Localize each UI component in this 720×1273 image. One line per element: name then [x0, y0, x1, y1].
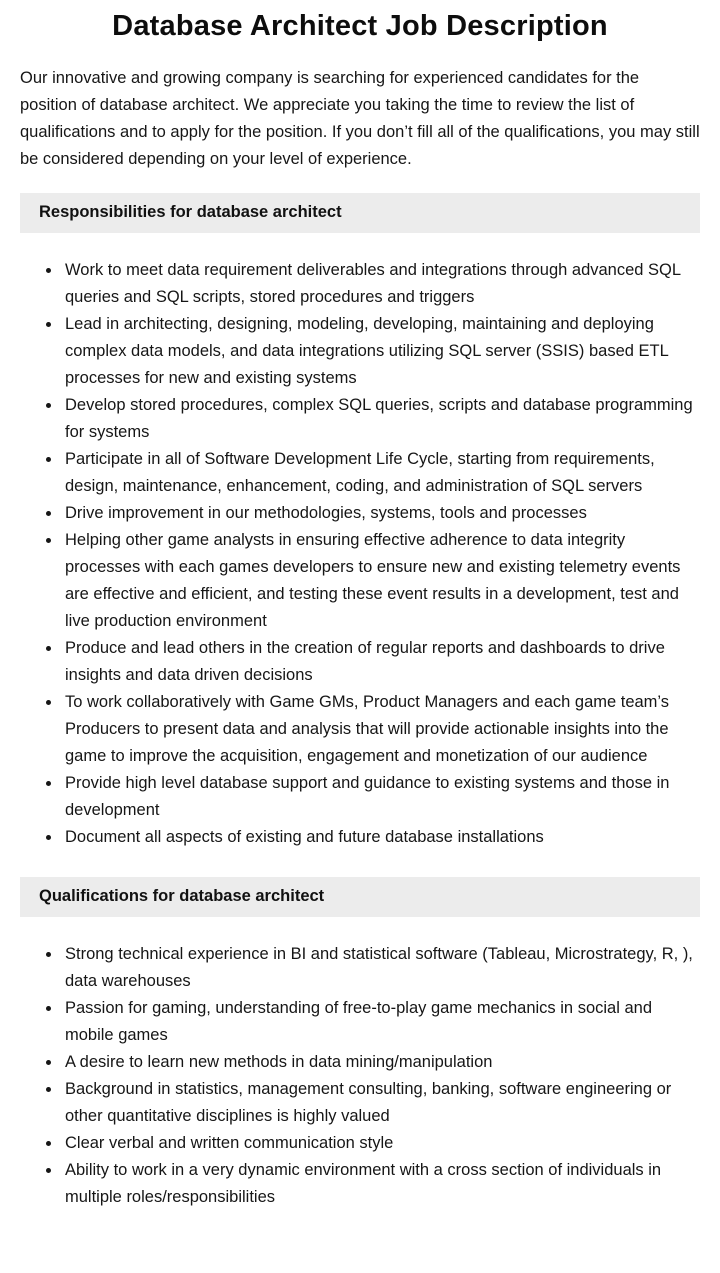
list-item: • Helping other game analysts in ensuring effective adherence to data integrity processes with each games developers to ensure new and existing telemetry events are effective and efficient, and testing these event results in a development, test and live production environment — [62, 527, 700, 635]
qualifications-list — [20, 941, 700, 1211]
qualifications-section — [20, 877, 700, 1211]
list-item: • A desire to learn new methods in data mining/manipulation — [62, 1049, 700, 1076]
list-item: • Clear verbal and written communication style — [62, 1130, 700, 1157]
list-item: • Ability to work in a very dynamic environment with a cross section of individuals in multiple roles/responsibilities — [62, 1157, 700, 1211]
list-item: • Document all aspects of existing and future database installations — [62, 824, 700, 851]
qualifications-heading: Qualifications for database architect — [20, 877, 700, 917]
list-item: • Provide high level database support and guidance to existing systems and those in development — [62, 770, 700, 824]
list-item: • Background in statistics, management consulting, banking, software engineering or other quantitative disciplines is highly valued — [62, 1076, 700, 1130]
list-item: • Produce and lead others in the creation of regular reports and dashboards to drive insights and data driven decisions — [62, 635, 700, 689]
page-title: Database Architect Job Description — [112, 10, 608, 42]
list-item: • Participate in all of Software Development Life Cycle, starting from requirements, design, maintenance, enhancement, coding, and administration of SQL servers — [62, 446, 700, 500]
intro-paragraph: Our innovative and growing company is searching for experienced candidates for the position of database architect. We appreciate you taking the time to review the list of qualifications and to apply for the position. If you don’t fill all of the qualifications, you may still be considered depending on your level of experience. — [20, 69, 700, 168]
list-item: • Passion for gaming, understanding of free-to-play game mechanics in social and mobile games — [62, 995, 700, 1049]
list-item: • Work to meet data requirement deliverables and integrations through advanced SQL queries and SQL scripts, stored procedures and triggers — [62, 257, 700, 311]
list-item: • To work collaboratively with Game GMs, Product Managers and each game team’s Producers to present data and analysis that will provide actionable insights into the game to improve the acquisition, engagement and monetization of our audience — [62, 689, 700, 770]
list-item: • Develop stored procedures, complex SQL queries, scripts and database programming for systems — [62, 392, 700, 446]
responsibilities-list — [20, 257, 700, 851]
list-item: • Drive improvement in our methodologies, systems, tools and processes — [62, 500, 700, 527]
responsibilities-heading: Responsibilities for database architect — [20, 193, 700, 233]
list-item: • Strong technical experience in BI and statistical software (Tableau, Microstrategy, R, ), data warehouses — [62, 941, 700, 995]
responsibilities-section — [20, 193, 700, 851]
list-item: • Lead in architecting, designing, modeling, developing, maintaining and deploying complex data models, and data integrations utilizing SQL server (SSIS) based ETL processes for new and existing systems — [62, 311, 700, 392]
